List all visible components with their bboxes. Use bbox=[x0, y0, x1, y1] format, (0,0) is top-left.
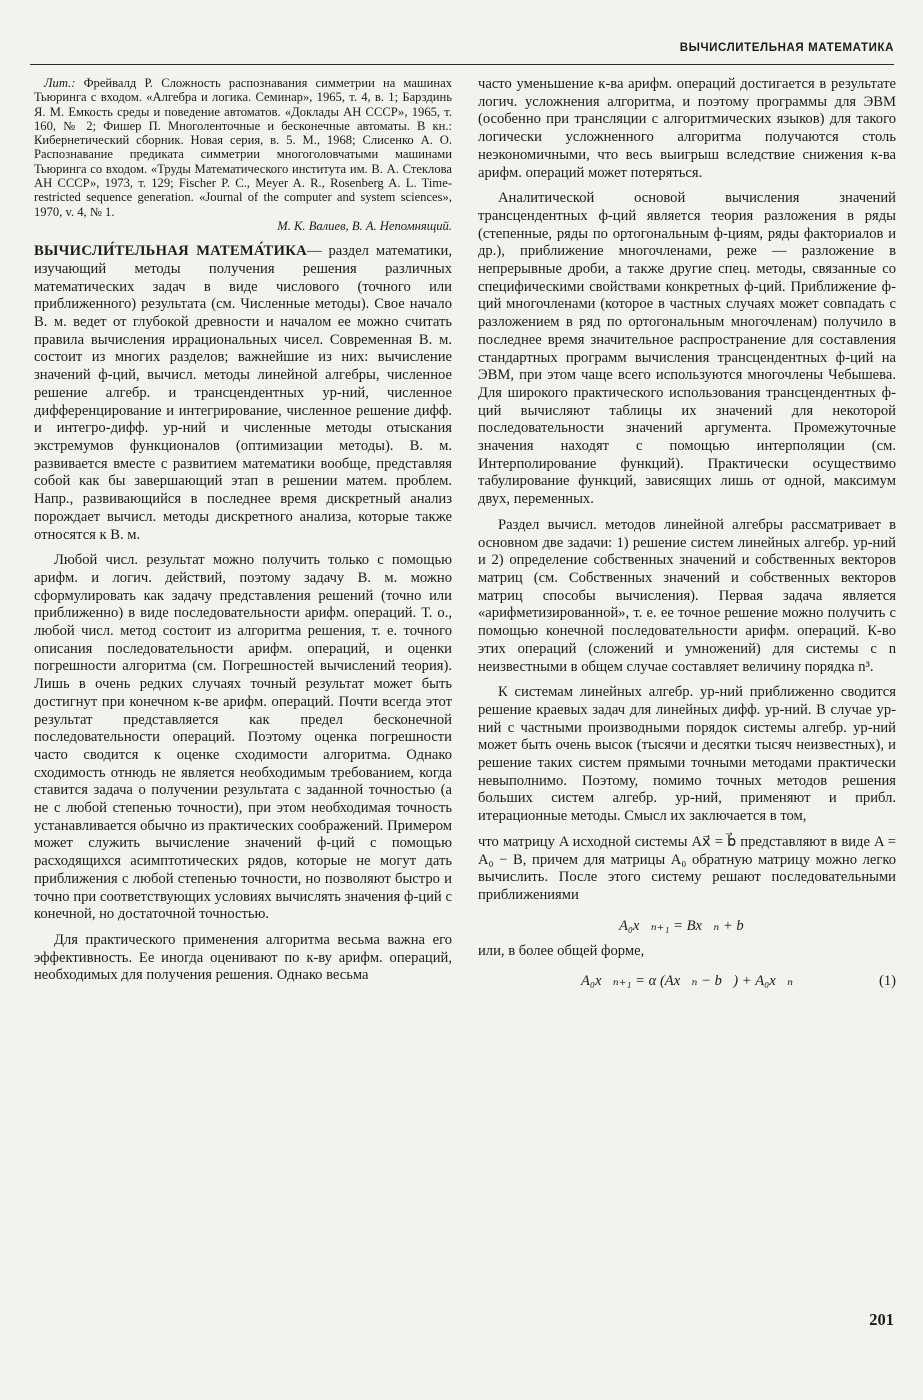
right-column bbox=[478, 76, 896, 998]
paragraph-transcendental-functions: Аналитической основой вычисления значений трансцендентных ф-ций является теория разложения в ряды (степенные, ряды по ортогональным ф-циям, ряды факториалов и др.), приближение многочленами, реже — разложение в непрерывные дроби, а также другие спец. методы, связанные со специфическими свойствами конкретных ф-ций. Приближение ф-ций многочленами (которое в частных случаях может совпадать с разложением в ряд по ортогональным многочленам) получило в последнее время значительное распространение для составления стандартных программ вычисления трансцендентных ф-ций на ЭВМ, при этом чаще всего используются многочлены Чебышева. Для широкого практического использования трансцендентных ф-ций вычисляют таблицы их значений для некоторой последовательности значений аргумента. Промежуточные значения находят с помощью интерполяции (см. Интерполирование функций). Практически осуществимо табулирование функций, зависящих лишь от одной, максимум двух, переменных. bbox=[478, 190, 896, 508]
equation-iteration: A₀x⃗ₙ₊₁ = Bx⃗ₙ + b⃗ bbox=[618, 917, 756, 934]
paragraph-general-form: или, в более общей форме, bbox=[478, 942, 645, 959]
article-lead-text: — раздел математики, изучающий методы получения решения различных математических задач в виде числового (точного или приближенного) результата (см. Численные методы). Свое начало В. м. ведет от глубокой древности и началом ее можно считать правила вычисления иррациональных чисел. Современная В. м. состоит из многих разделов; важнейшие из них: вычисление значений ф-ций, вычисл. методы линейной алгебры, численное решение алгебр. и трансцендентных ур-ний, численное дифференцирование и интегрирование, численное решение дифф. и интегро-дифф. ур-ний и численные методы отыскания экстремумов функционалов (оптимизации методы). В. м. развивается вместе с развитием математики вообще, представляя собой как бы завершающий этап в решении матем. проблем. Напр., развивающийся в последнее время дискретный анализ порождает вычисл. методы дискретного анализа, которые также относятся к В. м. bbox=[34, 243, 452, 543]
bibliography-text: Фрейвалд Р. Сложность распознавания симметрии на машинах Тьюринга с входом. «Алгебра и логика. Семинар», 1965, т. 4, в. 1; Барздинь Я. М. Емкость среды и поведение автоматов. «Доклады АН СССР», 1965, т. 160, № 2; Фишер П. Многоленточные и бесконечные автоматы. В кн.: Кибернетический сборник. Новая серия, в. 5. М., 1968; Слисенко А. О. Распознавание предиката симметрии многоголовчатыми машинами Тьюринга со входом. «Труды Математического института им. В. А. Стеклова АН СССР», 1973, т. 129; Fischer P. C., Meyer A. R., Rosenberg A. L. Time-restricted sequence generation. «Journal of the computer and system sciences», 1970, v. 4, № 1. bbox=[34, 76, 452, 219]
article-lead-paragraph bbox=[34, 243, 452, 544]
paragraph-linear-algebra: Раздел вычисл. методов линейной алгебры рассматривает в основном две задачи: 1) решение систем линейных алгебр. ур-ний и 2) определение собственных значений и собственных векторов матриц (см. Собственных значений и собственных векторов матриц способы вычисления). Первая задача является «арифметизированной», т. е. ее точное решение можно получить с помощью конечной последовательности арифм. операций. К-во этих операций (сложений и умножений) для системы с n неизвестными в общем случае составляет величину порядка n³. bbox=[478, 516, 896, 675]
left-column bbox=[34, 76, 452, 993]
bibliography-label: Лит.: bbox=[44, 76, 76, 90]
equation-number: (1) bbox=[878, 973, 896, 990]
running-head: ВЫЧИСЛИТЕЛЬНАЯ МАТЕМАТИКА bbox=[679, 42, 894, 54]
paragraph-iterative-methods: К системам линейных алгебр. ур-ний приближенно сводится решение краевых задач для линейных дифф. ур-ний. В случае ур-ний с частными производными порядок системы алгебр. ур-ний может быть очень высок (тысячи и десятки тысяч неизвестных), и решение таких систем прямыми точными методами практически невыполнимо. Поэтому, помимо точных методов решения больших систем алгебр. ур-ний, применяют и прибл. итерационные методы. Смысл их заключается в том, bbox=[478, 684, 896, 825]
header-rule bbox=[30, 64, 894, 65]
bibliography bbox=[34, 76, 452, 233]
paragraph-numerical-result: Любой числ. результат можно получить только с помощью арифм. и логич. действий, поэтому задачу В. м. можно сформулировать как задачу представления решений (точно или приближенно) в виде последовательности арифм. операций. Т. о., любой числ. метод состоит из алгоритма решения, т. е. точного описания последовательности арифм. операций, и оценки погрешности алгоритма (см. Погрешностей вычислений теория). Лишь в очень редких случаях точный результат может быть достигнут при конечном к-ве арифм. операций. Почти всегда этот результат представляется как предел бесконечной последовательности операций. Поэтому оценка погрешности часто сводится к оценке сходимости алгоритма. Однако сходимость отнюдь не является необходимым требованием, когда ставится задача о получении результата с заданной точностью (а не с любой степенью точности), при этом необходимая точность устанавливается обычно из практических соображений. Примером может служить вычисление значений ф-ций с помощью расходящихся асимптотических рядов, которые не могут дать приближения с любой степенью точности, но позволяют быстро и точно при соответствующих условиях вычислять значения ф-ций с конечной, но достаточной точностью. bbox=[34, 552, 452, 923]
page-number: 201 bbox=[869, 1310, 894, 1329]
bibliography-authors: М. К. Валиев, В. А. Непомнящий. bbox=[277, 218, 452, 233]
paragraph-continuation: часто уменьшение к-ва арифм. операций достигается в результате логич. усложнения алгоритма, и поэтому программы для ЭВМ (особенно при трансляции с алгоритмических языков) для такого логически усложненного алгоритма получаются столь неэкономичными, что весь выигрыш вследствие снижения к-ва арифм. операций может потеряться. bbox=[478, 76, 896, 181]
article-headword: ВЫЧИСЛИ́ТЕЛЬНАЯ МАТЕМА́ТИКА bbox=[34, 243, 307, 260]
paragraph-matrix-splitting: что матрицу A исходной системы Ax⃗ = b⃗ представляют в виде A = A₀ − B, причем для матрицы A₀ обратную матрицу можно легко вычислить. После этого систему решают последовательными приближениями bbox=[478, 833, 896, 903]
paragraph-efficiency: Для практического применения алгоритма весьма важна его эффективность. Ее иногда оценивают по к-ву арифм. операций, необходимых для получения решения. Однако весьма bbox=[34, 931, 452, 984]
equation-general-iteration-formula: A₀x⃗ₙ₊₁ = α (Ax⃗ₙ − b⃗) + A₀x⃗ₙ bbox=[580, 973, 793, 990]
equation-general-iteration bbox=[478, 968, 896, 994]
